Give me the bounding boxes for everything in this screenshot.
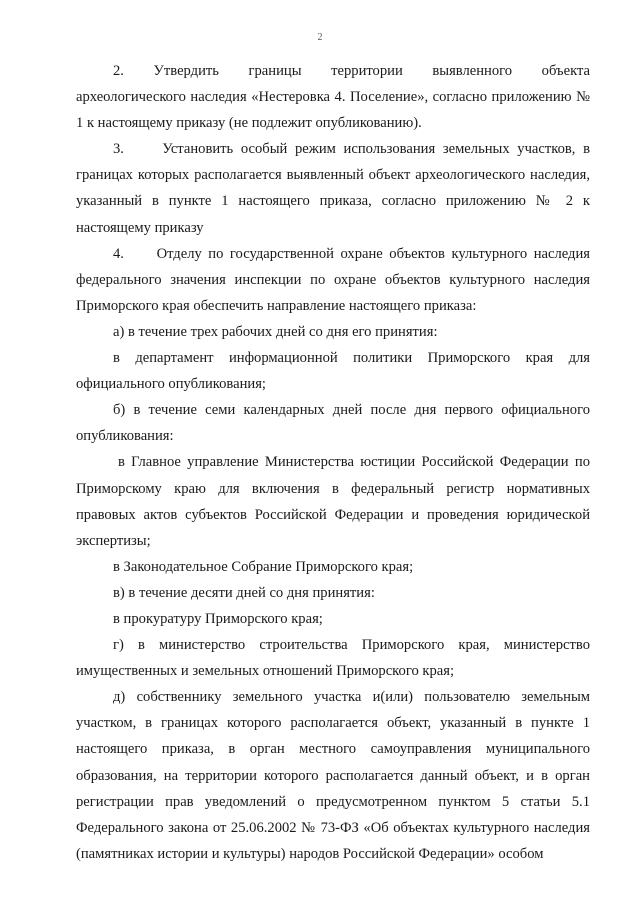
paragraph-item-4: 4. Отделу по государственной охране объектов культурного наследия федерального значения инспекции по охране объектов культурного наследия Приморского края обеспечить направление настоящего приказа: — [76, 245, 590, 314]
paragraph-subitem-v: в) в течение десяти дней со дня принятия: — [113, 584, 375, 601]
paragraph-subitem-g: г) в министерство строительства Приморского края, министерство имущественных и земельных отношений Приморского края; — [76, 637, 590, 680]
page-number: 2 — [317, 32, 323, 43]
paragraph-recipient: в департамент информационной политики Приморского края для официального опубликования; — [76, 350, 590, 393]
paragraph-recipient: в Главное управление Министерства юстиции Российской Федерации по Приморскому краю для включения в федеральный регистр нормативных правовых актов субъектов Российской Федерации и проведения юридической экспертизы; — [76, 454, 590, 549]
paragraph-item-3: 3. Установить особый режим использования земельных участков, в границах которых располагается выявленный объект археологического наследия, указанный в пункте 1 настоящего приказа, согласно приложению № 2 к настоящему приказу — [76, 141, 590, 236]
paragraph-subitem-d: д) собственнику земельного участка и(или) пользователю земельным участком, в границах которого располагается объект, указанный в пункте 1 настоящего приказа, в орган местного самоуправления муниципального образования, на территории которого располагается данный объект, и в орган регистрации прав уведомлений о предусмотренном пунктом 5 статьи 5.1 Федерального закона от 25.06.2002 № 73-ФЗ «Об объектах культурного наследия (памятниках истории и культуры) народов Российской Федерации» особом — [76, 689, 590, 862]
paragraph-subitem-b: б) в течение семи календарных дней после дня первого официального опубликования: — [76, 402, 590, 445]
paragraph-recipient: в Законодательное Собрание Приморского края; — [113, 558, 414, 575]
paragraph-subitem-a: а) в течение трех рабочих дней со дня его принятия: — [113, 323, 438, 340]
document-body — [76, 58, 590, 867]
paragraph-recipient: в прокуратуру Приморского края; — [113, 610, 323, 627]
paragraph-item-2: 2. Утвердить границы территории выявленного объекта археологического наследия «Нестеровка 4. Поселение», согласно приложению № 1 к настоящему приказу (не подлежит опубликованию). — [76, 63, 590, 132]
